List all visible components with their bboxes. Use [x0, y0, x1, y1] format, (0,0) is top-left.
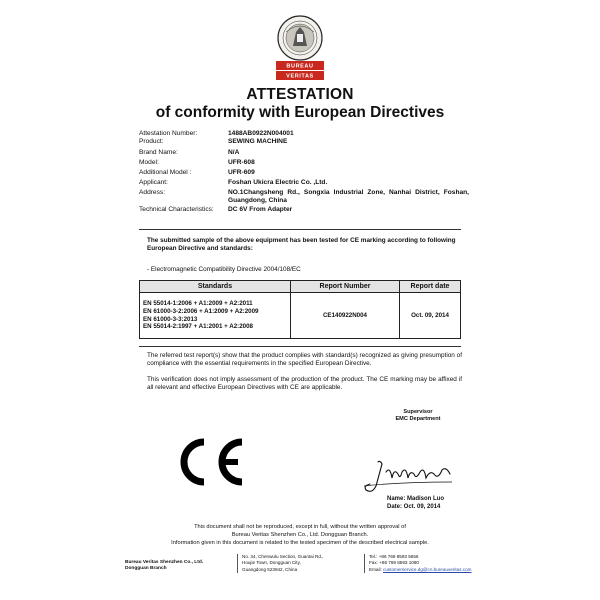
footer-address-line: No. 34, Chenwulu Section, Guantai Rd., — [242, 554, 324, 559]
supervisor-line2: EMC Department — [395, 416, 441, 422]
info-row-attestation-number — [139, 130, 469, 138]
info-value: Foshan Ukicra Electric Co. ,Ltd. — [228, 179, 328, 187]
disclaimer-line: Bureau Veritas Shenzhen Co., Ltd. Dongguan Branch. — [231, 532, 369, 539]
info-row-product — [139, 138, 469, 146]
footer — [125, 554, 475, 573]
footer-company-line1: Bureau Veritas Shenzhen Co., Ltd. — [125, 560, 204, 565]
ce-mark-icon — [172, 434, 252, 490]
info-label: Attestation Number: — [139, 130, 198, 137]
info-label: Address: — [139, 188, 166, 196]
footer-email-row — [369, 567, 475, 573]
logo-brand-line1: BUREAU — [286, 63, 314, 70]
info-row-applicant — [139, 179, 469, 187]
divider — [139, 346, 461, 347]
signer-block — [387, 495, 444, 511]
footer-tel: Tel.: +86 769 8593 5656 — [369, 554, 419, 559]
directive-line: - Electromagnetic Compatibility Directive 2004/108/EC — [147, 266, 301, 273]
header-standards: Standards — [140, 281, 291, 293]
footer-contact — [364, 554, 475, 573]
footer-company-line2: Dongguan Branch — [125, 566, 167, 572]
document-subtitle: of conformity with European Directives — [155, 104, 445, 121]
info-value: 1488AB0922N004001 — [228, 130, 294, 137]
footer-email-label: Email: — [369, 566, 384, 572]
info-row-brand-name — [139, 149, 469, 157]
standards-table — [139, 280, 461, 339]
footer-address — [237, 554, 364, 573]
standard-item: EN 61000-3-2:2006 + A1:2009 + A2:2009 — [143, 307, 259, 315]
bureau-veritas-logo — [272, 14, 328, 84]
supervisor-line1: Supervisor — [403, 409, 433, 415]
info-label: Technical Characteristics: — [139, 206, 214, 214]
info-value: SEWING MACHINE — [228, 138, 288, 146]
footer-address-line: Houjie Town, Dongguan City, — [242, 560, 301, 566]
table-row — [140, 293, 461, 339]
info-value: UFR-608 — [228, 158, 255, 166]
info-row-additional-model — [139, 169, 469, 177]
disclaimer-line: Information given in this document is related to the tested specimen of the described electrical sample. — [171, 540, 429, 547]
standard-item: EN 55014-1:2006 + A1:2009 + A2:2011 — [143, 300, 253, 308]
info-value: N/A — [228, 148, 240, 156]
header-report-date: Report date — [400, 281, 461, 293]
supervisor-title — [388, 409, 448, 423]
document-title: ATTESTATION — [246, 86, 354, 103]
verification-paragraph: This verification does not imply assessment of the production of the product. The CE marking may be affixed if all relevant and effective European Directives with CE are applicable. — [147, 376, 462, 392]
info-label: Applicant: — [139, 179, 168, 187]
disclaimer-line: This document shall not be reproduced, except in full, without the written approval of — [194, 524, 406, 530]
standard-item: EN 61000-3-3:2013 — [143, 315, 198, 323]
product-info — [139, 130, 469, 215]
footer-company — [125, 554, 237, 573]
compliance-paragraph: The referred test report(s) show that the product complies with standard(s) recognized as giving presumption of compliance with the essential requirements in the specified European Directive. — [147, 352, 462, 368]
info-row-technical-characteristics — [139, 206, 469, 214]
header-report-number: Report Number — [291, 281, 400, 293]
info-label: Brand Name: — [139, 148, 178, 156]
info-label: Model: — [139, 158, 159, 166]
info-row-address — [139, 189, 469, 206]
logo-brand-line2: VERITAS — [286, 73, 314, 80]
table-header-row — [140, 281, 461, 293]
report-number-cell: CE140922N004 — [291, 293, 400, 339]
footer-address-line: Guangdong 523942, China — [242, 566, 298, 572]
submitted-statement: The submitted sample of the above equipment has been tested for CE marking according to following European Directive and standards: — [147, 237, 456, 253]
info-value: UFR-609 — [228, 169, 255, 177]
info-label: Product: — [139, 138, 164, 146]
info-value: DC 6V From Adapter — [228, 206, 293, 214]
footer-fax: Fax: +86 769 8593 1080 — [369, 560, 419, 566]
info-label: Additional Model : — [139, 169, 192, 177]
disclaimer — [0, 523, 600, 548]
footer-email-link[interactable]: customerservice.dg@cn.bureauveritas.com — [383, 566, 472, 572]
signature-icon — [360, 456, 460, 496]
standard-item: EN 55014-2:1997 + A1:2001 + A2:2008 — [143, 323, 253, 331]
divider — [139, 229, 461, 230]
info-value: NO.1Changsheng Rd., Songxia Industrial Zone, Nanhai District, Foshan, Guangdong, China — [228, 188, 469, 205]
signer-date: Date: Oct. 09, 2014 — [387, 504, 441, 510]
signer-name: Name: Madison Luo — [387, 496, 445, 502]
report-date-cell: Oct. 09, 2014 — [400, 293, 461, 339]
standards-cell — [140, 293, 291, 339]
info-row-model — [139, 159, 469, 167]
